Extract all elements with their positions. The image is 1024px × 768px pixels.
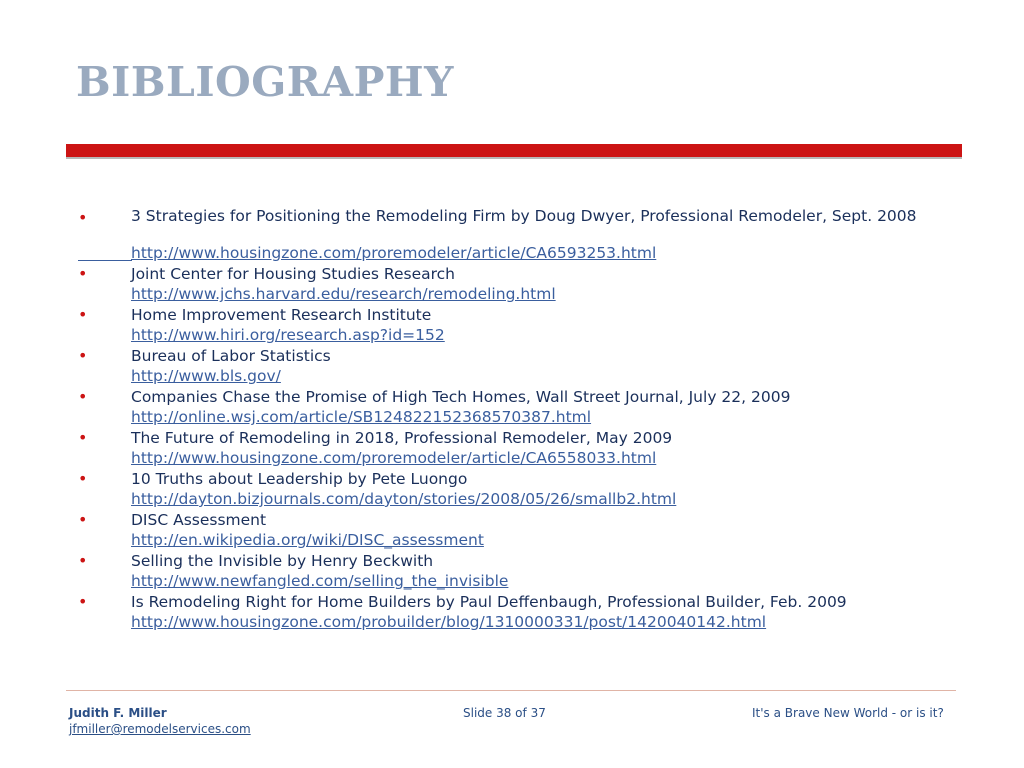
entry-link[interactable]: http://www.housingzone.com/probuilder/blog/1310000331/post/1420040142.html <box>131 613 767 631</box>
bullet-icon: • <box>78 264 88 283</box>
footer-author: Judith F. Miller <box>69 706 167 720</box>
bullet-icon: • <box>78 387 88 406</box>
bullet-icon: • <box>78 346 88 365</box>
entry-text: Home Improvement Research Institute <box>131 306 432 324</box>
bullet-icon: • <box>78 551 88 570</box>
entry-text: Selling the Invisible by Henry Beckwith <box>131 552 434 570</box>
bullet-icon: • <box>78 208 88 227</box>
entry-text: 10 Truths about Leadership by Pete Luongo <box>131 470 468 488</box>
bullet-icon: • <box>78 510 88 529</box>
bullet-icon: • <box>78 469 88 488</box>
entry-link[interactable]: http://www.newfangled.com/selling_the_invisible <box>131 572 509 590</box>
entry-text: 3 Strategies for Positioning the Remodeling Firm by Doug Dwyer, Professional Remodeler, Sept. 2008 <box>131 207 917 225</box>
entry-link[interactable]: http://dayton.bizjournals.com/dayton/stories/2008/05/26/smallb2.html <box>131 490 677 508</box>
entry-text: Is Remodeling Right for Home Builders by Paul Deffenbaugh, Professional Builder, Feb. 2009 <box>131 593 847 611</box>
bullet-icon: • <box>78 592 88 611</box>
entry-link[interactable]: http://www.hiri.org/research.asp?id=152 <box>131 326 445 344</box>
entry-link[interactable]: http://www.housingzone.com/proremodeler/article/CA6558033.html <box>131 449 657 467</box>
entry-text: Joint Center for Housing Studies Research <box>131 265 455 283</box>
entry-link[interactable]: http://www.jchs.harvard.edu/research/remodeling.html <box>131 285 556 303</box>
link-underline <box>78 260 132 261</box>
footer-divider <box>66 690 956 691</box>
entry-link[interactable]: http://online.wsj.com/article/SB124822152368570387.html <box>131 408 592 426</box>
entry-link[interactable]: http://www.bls.gov/ <box>131 367 281 385</box>
entry-text: Bureau of Labor Statistics <box>131 347 331 365</box>
entry-link[interactable]: http://www.housingzone.com/proremodeler/article/CA6593253.html <box>131 244 657 262</box>
footer-email-link[interactable]: jfmiller@remodelservices.com <box>69 722 251 736</box>
footer-tagline: It's a Brave New World - or is it? <box>752 706 944 720</box>
entry-text: Companies Chase the Promise of High Tech Homes, Wall Street Journal, July 22, 2009 <box>131 388 791 406</box>
entry-text: The Future of Remodeling in 2018, Professional Remodeler, May 2009 <box>131 429 673 447</box>
entry-link[interactable]: http://en.wikipedia.org/wiki/DISC_assessment <box>131 531 484 549</box>
slide-title: BIBLIOGRAPHY <box>76 58 454 106</box>
slide-number: Slide 38 of 37 <box>463 706 546 720</box>
bullet-icon: • <box>78 428 88 447</box>
bullet-icon: • <box>78 305 88 324</box>
entry-text: DISC Assessment <box>131 511 267 529</box>
